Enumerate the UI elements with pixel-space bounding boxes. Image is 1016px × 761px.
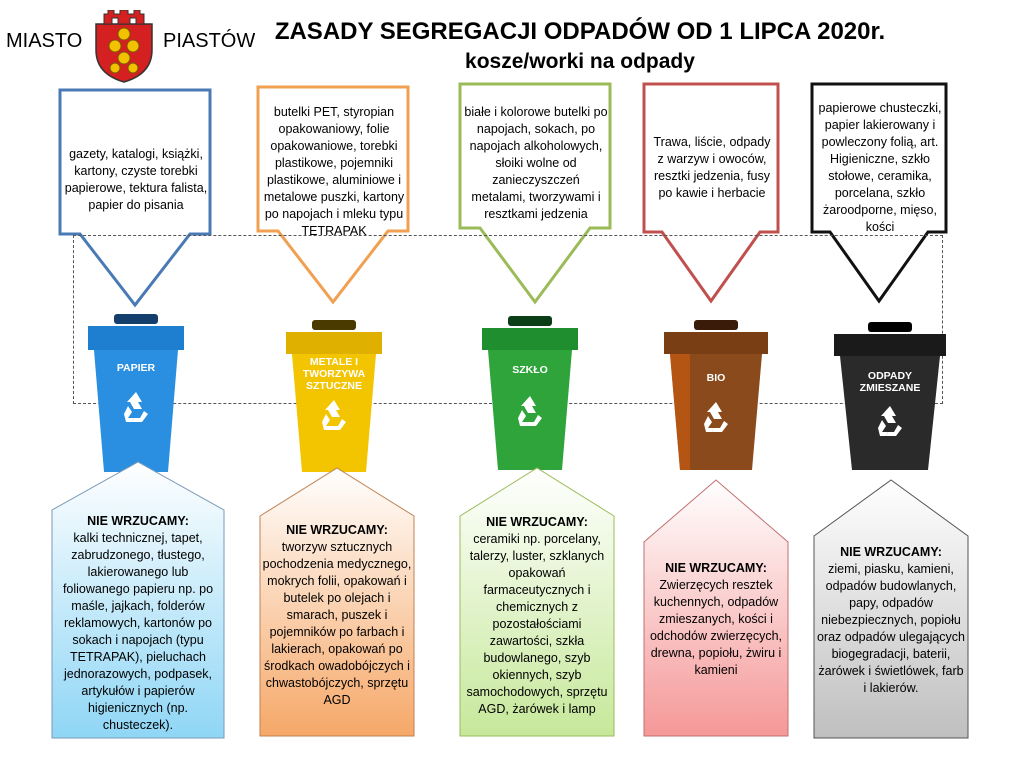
bin-label-paper: PAPIER	[116, 362, 156, 374]
bin-plastic	[282, 318, 386, 478]
bin-glass	[478, 314, 582, 476]
not-allowed-glass	[462, 514, 612, 718]
bin-contents-bio: Trawa, liście, odpady z warzyw i owoców, resztki jedzenia, fusy po kawie i herbacie	[653, 135, 771, 200]
not-allowed-list: ziemi, piasku, kamieni, odpadów budowlanych, papy, odpadów niebezpiecznych, popiołu oraz odpadów ulegających biogegradacji, baterii, żarówek i świetlówek, farb i lakierów.	[816, 562, 966, 695]
page-title: ZASADY SEGREGACJI ODPADÓW OD 1 LIPCA 2020r.	[274, 18, 886, 45]
not-allowed-list: ceramiki np. porcelany, talerzy, luster, szklanych opakowań farmaceutycznych i chemicznych z pozostałościami zawartości, szkła budowlanego, szyb okiennych, szyb samochodowych, sprzętu AGD, żarówek i lamp	[466, 532, 608, 716]
bin-mixed	[830, 320, 950, 476]
bin-label-mixed: ODPADY ZMIESZANE	[859, 370, 921, 394]
bin-bio	[660, 318, 772, 476]
bin-label-bio: BIO	[706, 372, 726, 384]
crest-icon	[90, 10, 158, 84]
not-allowed-header: NIE WRZUCAMY:	[87, 514, 189, 528]
not-allowed-header: NIE WRZUCAMY:	[286, 523, 388, 537]
not-allowed-list: kalki technicznej, tapet, zabrudzonego, tłustego, lakierowanego lub foliowanego papieru np. po maśle, jajkach, folderów reklamowych, kartonów po sokach i napojach (typu TETRAPAK), pieluchach jednorazowych, podpasek, artykułów i papierów higienicznych (np. chusteczek).	[62, 531, 214, 732]
bin-paper	[84, 312, 188, 480]
page-subtitle: kosze/worki na odpady	[465, 50, 695, 73]
not-allowed-bio	[648, 560, 784, 679]
not-allowed-paper	[54, 513, 222, 734]
city-name-right: PIASTÓW	[163, 30, 256, 52]
bin-contents-plastic: butelki PET, styropian opakowaniowy, folie opakowaniowe, torebki plastikowe, pojemniki plastikowe, aluminiowe i metalowe puszki, kartony po napojach i mleku typu TETRAPAK	[263, 105, 405, 238]
bin-contents-paper: gazety, katalogi, książki, kartony, czyste torebki papierowe, tektura falista, papier do pisania	[64, 147, 208, 212]
city-name-left: MIASTO	[6, 30, 83, 52]
not-allowed-list: tworzyw sztucznych pochodzenia medycznego, mokrych folii, opakowań i butelek po olejach i smarach, puszek i pojemników po farbach i lakierach, opakowań po środkach owadobójczych i chwastobójczych, sprzętu AGD	[262, 540, 412, 707]
bin-contents-glass: białe i kolorowe butelki po napojach, sokach, po napojach alkoholowych, słoiki wolne od zanieczyszczeń metalami, tworzywami i resztkami jedzenia	[464, 105, 608, 221]
not-allowed-header: NIE WRZUCAMY:	[665, 561, 767, 575]
not-allowed-plastic	[262, 522, 412, 709]
bin-label-plastic: METALE I TWORZYWA SZTUCZNE	[302, 356, 366, 392]
not-allowed-list: Zwierzęcych resztek kuchennych, odpadów zmieszanych, kości i odchodów zwierzęcych, drewna, popiołu, żwiru i kamieni	[649, 578, 782, 677]
bin-label-glass: SZKŁO	[512, 364, 548, 376]
not-allowed-header: NIE WRZUCAMY:	[486, 515, 588, 529]
not-allowed-mixed	[816, 544, 966, 697]
bin-contents-mixed: papierowe chusteczki, papier lakierowany i powleczony folią, art. Higieniczne, szkło stołowe, ceramika, porcelana, szkło żaroodporne, mięso, kości	[818, 101, 942, 234]
not-allowed-header: NIE WRZUCAMY:	[840, 545, 942, 559]
